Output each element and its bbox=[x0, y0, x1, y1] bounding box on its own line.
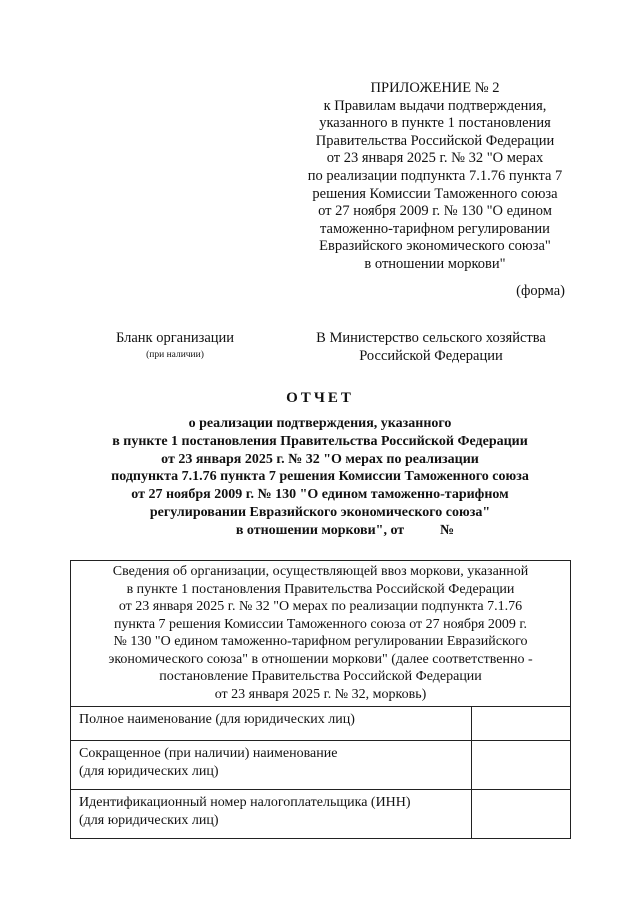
row-label-line: Сокращенное (при наличии) наименование bbox=[79, 746, 338, 761]
table-row bbox=[71, 741, 571, 790]
report-title: ОТЧЕТ bbox=[286, 390, 354, 406]
table-header-line: в пункте 1 постановления Правительства Российской Федерации bbox=[126, 581, 515, 597]
table-header-line: от 23 января 2025 г. № 32 "О мерах по реализации подпункта 7.1.76 bbox=[118, 599, 523, 614]
recipient-line: Российской Федерации bbox=[359, 347, 503, 364]
appendix-line: Правительства Российской Федерации bbox=[315, 132, 555, 149]
recipient-line: В Министерство сельского хозяйства bbox=[316, 330, 546, 346]
row-label-line: (для юридических лиц) bbox=[79, 763, 219, 779]
row-value-cell[interactable] bbox=[472, 741, 571, 790]
appendix-line: Евразийского экономического союза" bbox=[319, 238, 551, 255]
row-label-line: Полное наименование (для юридических лиц) bbox=[79, 712, 355, 727]
table-header-line: пункта 7 решения Комиссии Таможенного союза от 27 ноября 2009 г. bbox=[113, 616, 528, 632]
appendix-line: решения Комиссии Таможенного союза bbox=[312, 185, 558, 202]
row-label bbox=[71, 741, 472, 790]
report-subtitle-line: от 23 января 2025 г. № 32 "О мерах по реализации bbox=[161, 451, 479, 467]
appendix-line: к Правилам выдачи подтверждения, bbox=[323, 97, 547, 114]
organization-info-table bbox=[70, 560, 571, 839]
report-number-sign: № bbox=[440, 522, 455, 538]
report-subtitle bbox=[70, 415, 570, 540]
organization-blank-note: (при наличии) bbox=[146, 350, 204, 360]
report-subtitle-line: от 27 ноября 2009 г. № 130 "О едином таможенно-тарифном bbox=[131, 487, 509, 503]
table-header-line: № 130 "О едином таможенно-тарифном регулировании Евразийского bbox=[113, 634, 528, 649]
appendix-header bbox=[290, 80, 580, 274]
report-subtitle-date-text: в отношении моркови", от bbox=[235, 522, 405, 538]
row-label-line: Идентификационный номер налогоплательщика (ИНН) bbox=[79, 795, 411, 810]
report-subtitle-line: в пункте 1 постановления Правительства Российской Федерации bbox=[112, 433, 528, 449]
table-header-line: Сведения об организации, осуществляющей ввоз моркови, указанной bbox=[112, 564, 529, 579]
table-header-cell bbox=[71, 561, 571, 707]
row-value-cell[interactable] bbox=[472, 790, 571, 839]
row-label-line: (для юридических лиц) bbox=[79, 812, 219, 828]
table-header-row bbox=[71, 561, 571, 707]
report-subtitle-line: о реализации подтверждения, указанного bbox=[188, 416, 452, 431]
table-header-line: от 23 января 2025 г. № 32, морковь) bbox=[214, 686, 427, 702]
report-subtitle-last-line bbox=[70, 522, 570, 540]
report-subtitle-line: подпункта 7.1.76 пункта 7 решения Комиссии Таможенного союза bbox=[111, 469, 529, 485]
appendix-line: в отношении моркови" bbox=[364, 255, 506, 272]
appendix-line: указанного в пункте 1 постановления bbox=[319, 115, 551, 132]
appendix-line: по реализации подпункта 7.1.76 пункта 7 bbox=[307, 167, 563, 184]
recipient-block bbox=[300, 330, 562, 365]
row-value-cell[interactable] bbox=[472, 707, 571, 741]
organization-blank bbox=[100, 330, 250, 361]
table-row bbox=[71, 707, 571, 741]
appendix-line: таможенно-тарифном регулировании bbox=[320, 220, 550, 237]
form-label: (форма) bbox=[516, 283, 565, 299]
appendix-line: от 27 ноября 2009 г. № 130 "О едином bbox=[318, 203, 552, 220]
table-header-line: экономического союза" в отношении моркови" (далее соответственно - bbox=[108, 651, 533, 667]
table-row bbox=[71, 790, 571, 839]
report-subtitle-line: регулировании Евразийского экономического союза" bbox=[149, 504, 491, 520]
appendix-line: от 23 января 2025 г. № 32 "О мерах bbox=[326, 150, 544, 167]
organization-blank-label: Бланк организации bbox=[115, 330, 235, 346]
appendix-line: ПРИЛОЖЕНИЕ № 2 bbox=[370, 80, 500, 96]
row-label bbox=[71, 790, 472, 839]
row-label bbox=[71, 707, 472, 741]
table-header-line: постановление Правительства Российской Федерации bbox=[159, 669, 482, 684]
